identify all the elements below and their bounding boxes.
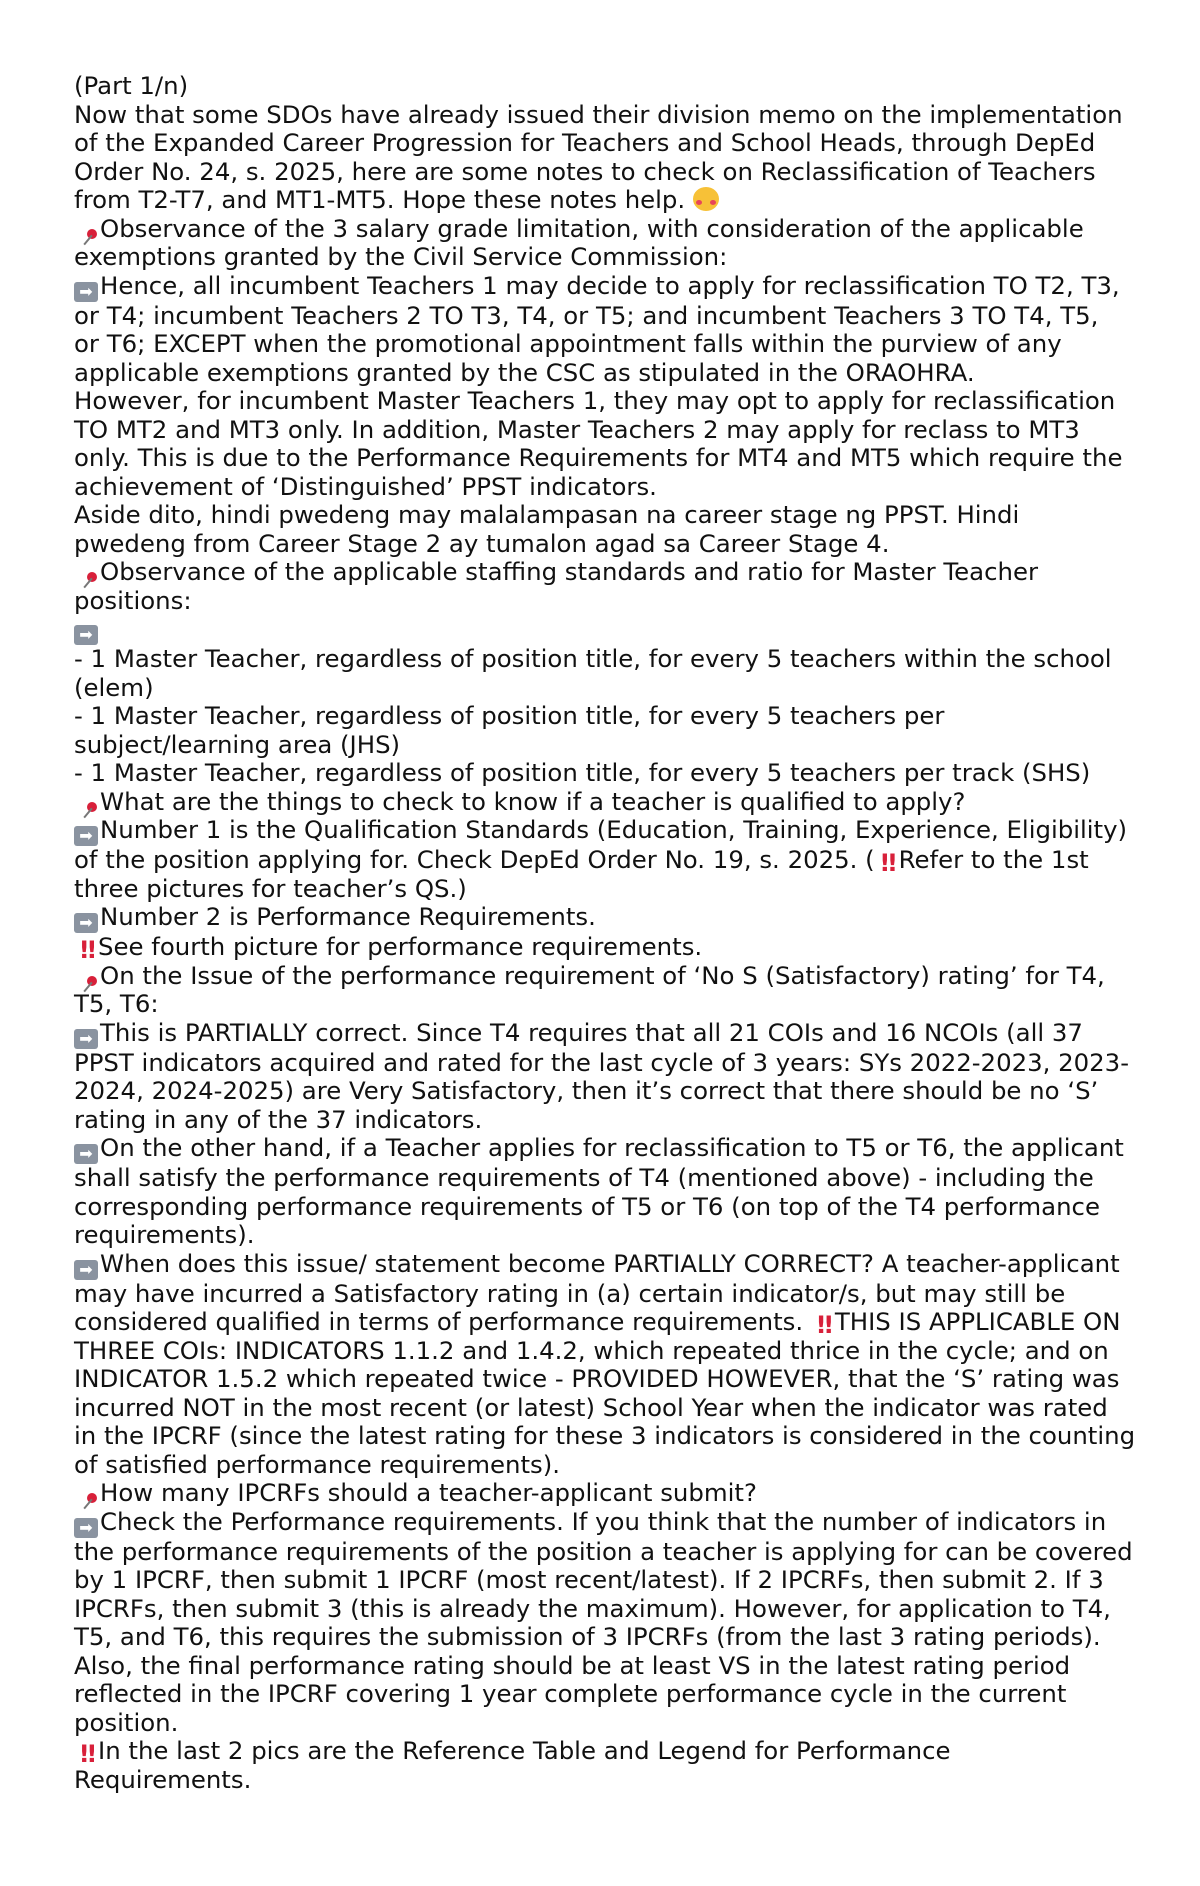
section-4-para-3: ➡ When does this issue/ statement become PARTIALLY CORRECT? A teacher-applicant bbox=[74, 1250, 1134, 1280]
part-label: (Part 1/n) bbox=[74, 71, 189, 100]
section-4-heading-cont: T5, T6: bbox=[74, 989, 159, 1018]
paragraph-line: requirements). bbox=[74, 1220, 255, 1249]
section-3-heading: What are the things to check to know if a teacher is qualified to apply? bbox=[74, 788, 1134, 817]
right-arrow-icon: ➡ bbox=[74, 826, 98, 846]
paragraph-line: Also, the final performance rating should be at least VS in the latest rating period bbox=[74, 1650, 1071, 1680]
right-arrow-icon: ➡ bbox=[74, 282, 98, 302]
paragraph-line: or T4; incumbent Teachers 2 TO T3, T4, or T5; and incumbent Teachers 3 TO T4, T5, bbox=[74, 300, 1099, 330]
pushpin-icon bbox=[74, 561, 100, 585]
list-item: - 1 Master Teacher, regardless of position title, for every 5 teachers per bbox=[74, 701, 945, 730]
intro-line: of the Expanded Career Progression for Teachers and School Heads, through DepEd bbox=[74, 128, 1096, 157]
intro-line: Order No. 24, s. 2025, here are some notes to check on Reclassification of Teachers bbox=[74, 156, 1096, 186]
list-item: subject/learning area (JHS) bbox=[74, 729, 401, 759]
paragraph-line: corresponding performance requirements of T5 or T6 (on top of the T4 performance bbox=[74, 1191, 1100, 1221]
paragraph-line: T5, and T6, this requires the submission of 3 IPCRFs (from the last 3 rating periods). bbox=[74, 1622, 1101, 1651]
final-note: ‼ In the last 2 pics are the Reference Table and Legend for Performance bbox=[74, 1737, 1134, 1766]
paragraph-line: shall satisfy the performance requirements of T4 (mentioned above) - including the bbox=[74, 1163, 1094, 1192]
paragraph-line: or T6; EXCEPT when the promotional appointment falls within the purview of any bbox=[74, 329, 1062, 358]
right-arrow-icon: ➡ bbox=[74, 1260, 98, 1280]
pushpin-icon bbox=[74, 1482, 100, 1506]
section-2-heading: Observance of the applicable staffing standards and ratio for Master Teacher bbox=[74, 558, 1134, 587]
list-item: - 1 Master Teacher, regardless of position title, for every 5 teachers within the school bbox=[74, 644, 1112, 673]
section-3-para-1: ➡ Number 1 is the Qualification Standards (Education, Training, Experience, Eligibility) bbox=[74, 816, 1134, 846]
paragraph-line: applicable exemptions granted by the CSC as stipulated in the ORAOHRA. bbox=[74, 357, 975, 387]
paragraph-line: only. This is due to the Performance Requirements for MT4 and MT5 which require the bbox=[74, 443, 1123, 472]
paragraph-line: three pictures for teacher’s QS.) bbox=[74, 873, 467, 903]
intro-line-last: from T2-T7, and MT1-MT5. Hope these notes help. bbox=[74, 186, 1134, 215]
right-arrow-icon: ➡ bbox=[74, 1029, 98, 1049]
paragraph-line: 2024, 2024-2025) are Very Satisfactory, then it’s correct that there should be no ‘S’ bbox=[74, 1076, 1099, 1105]
double-exclamation-icon: ‼ bbox=[80, 1739, 92, 1768]
paragraph-line: IPCRFs, then submit 3 (this is already the maximum). However, for application to T4, bbox=[74, 1593, 1111, 1623]
paragraph-line: position. bbox=[74, 1707, 179, 1737]
section-1-heading: Observance of the 3 salary grade limitation, with consideration of the applicable bbox=[74, 215, 1134, 244]
section-5-para-1: ➡ Check the Performance requirements. If you think that the number of indicators in bbox=[74, 1508, 1134, 1538]
right-arrow-icon: ➡ bbox=[74, 913, 98, 933]
smiling-face-with-hearts-icon bbox=[693, 187, 719, 211]
section-1-heading-cont: exemptions granted by the Civil Service Commission: bbox=[74, 242, 728, 271]
paragraph-line: Requirements. bbox=[74, 1764, 252, 1794]
double-exclamation-icon: ‼ bbox=[881, 848, 893, 877]
intro-line: Now that some SDOs have already issued their division memo on the implementation bbox=[74, 99, 1123, 129]
double-exclamation-icon: ‼ bbox=[817, 1310, 829, 1339]
paragraph-line: THREE COIs: INDICATORS 1.1.2 and 1.4.2, which repeated thrice in the cycle; and on bbox=[74, 1335, 1109, 1365]
section-3-para-2: ➡ Number 2 is Performance Requirements. bbox=[74, 903, 1134, 933]
section-3-para-3: ‼ See fourth picture for performance requirements. bbox=[74, 933, 1134, 962]
right-arrow-icon: ➡ bbox=[74, 1518, 98, 1538]
paragraph-line: reflected in the IPCRF covering 1 year complete performance cycle in the current bbox=[74, 1679, 1067, 1708]
pushpin-icon bbox=[74, 218, 100, 242]
paragraph-line: PPST indicators acquired and rated for the last cycle of 3 years: SYs 2022-2023, 2023- bbox=[74, 1047, 1130, 1077]
pushpin-icon bbox=[74, 791, 100, 815]
paragraph-line: INDICATOR 1.5.2 which repeated twice - PROVIDED HOWEVER, that the ‘S’ rating was bbox=[74, 1364, 1120, 1393]
paragraph-line: in the IPCRF (since the latest rating for these 3 indicators is considered in the counting bbox=[74, 1421, 1136, 1450]
paragraph-line: may have incurred a Satisfactory rating in (a) certain indicator/s, but may still be bbox=[74, 1278, 1066, 1308]
paragraph-line: incurred NOT in the most recent (or latest) School Year when the indicator was rated bbox=[74, 1392, 1108, 1422]
paragraph-line: pwedeng from Career Stage 2 ay tumalon agad sa Career Stage 4. bbox=[74, 528, 890, 558]
double-exclamation-icon: ‼ bbox=[80, 935, 92, 964]
document-body bbox=[74, 72, 1134, 1794]
pushpin-icon bbox=[74, 965, 100, 989]
section-1-para-1: ➡ Hence, all incumbent Teachers 1 may decide to apply for reclassification TO T2, T3, bbox=[74, 272, 1134, 302]
section-4-para-2: ➡ On the other hand, if a Teacher applies for reclassification to T5 or T6, the applicant bbox=[74, 1134, 1134, 1164]
section-4-heading: On the Issue of the performance requirement of ‘No S (Satisfactory) rating’ for T4, bbox=[74, 962, 1134, 991]
paragraph-line: rating in any of the 37 indicators. bbox=[74, 1104, 483, 1134]
paragraph-line: the performance requirements of the position a teacher is applying for can be covered bbox=[74, 1536, 1133, 1566]
section-5-heading: How many IPCRFs should a teacher-applicant submit? bbox=[74, 1479, 1134, 1508]
paragraph-line: However, for incumbent Master Teachers 1, they may opt to apply for reclassification bbox=[74, 386, 1116, 415]
list-item: (elem) bbox=[74, 672, 154, 702]
section-2-heading-cont: positions: bbox=[74, 585, 192, 615]
paragraph-line: of the position applying for. Check DepEd Order No. 19, s. 2025. ( ‼ Refer to the 1st bbox=[74, 845, 1089, 877]
right-arrow-icon: ➡ bbox=[74, 625, 98, 645]
list-item: - 1 Master Teacher, regardless of position title, for every 5 teachers per track (SHS) bbox=[74, 758, 1091, 787]
paragraph-line: by 1 IPCRF, then submit 1 IPCRF (most recent/latest). If 2 IPCRFs, then submit 2. If 3 bbox=[74, 1565, 1104, 1594]
arrow-line bbox=[74, 615, 1134, 645]
section-4-para-1: ➡ This is PARTIALLY correct. Since T4 requires that all 21 COIs and 16 NCOIs (all 37 bbox=[74, 1019, 1134, 1049]
paragraph-line: Aside dito, hindi pwedeng may malalampasan na career stage ng PPST. Hindi bbox=[74, 500, 1020, 529]
paragraph-line: TO MT2 and MT3 only. In addition, Master Teachers 2 may apply for reclass to MT3 bbox=[74, 414, 1080, 444]
paragraph-line: achievement of ‘Distinguished’ PPST indicators. bbox=[74, 471, 657, 501]
paragraph-line: of satisfied performance requirements). bbox=[74, 1449, 561, 1479]
right-arrow-icon: ➡ bbox=[74, 1144, 98, 1164]
paragraph-line: considered qualified in terms of performance requirements. ‼ THIS IS APPLICABLE ON bbox=[74, 1307, 1121, 1339]
